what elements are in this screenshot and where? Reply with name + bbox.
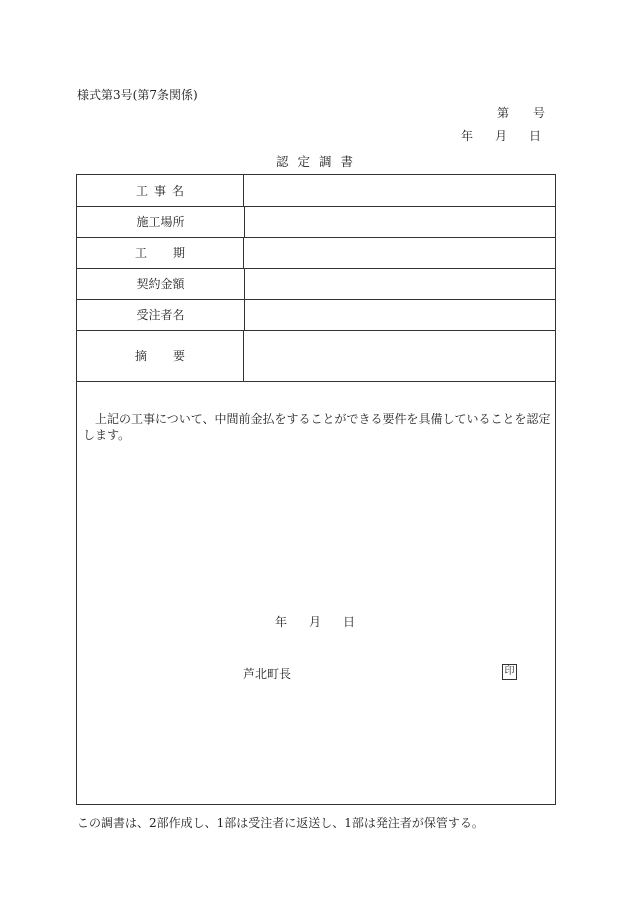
row-value-remarks	[245, 330, 555, 381]
row-label-site: 施工場所	[77, 206, 245, 237]
certification-text: 上記の工事について、中間前金払をすることができる要件を具備していることを認定します。	[83, 412, 551, 442]
table-row	[77, 330, 555, 382]
document-date	[461, 127, 541, 144]
seal-mark: 印	[502, 664, 517, 680]
certification-date	[275, 613, 355, 630]
table-row	[77, 237, 555, 269]
row-label-construction-name: 工事名	[77, 175, 244, 206]
table-row	[77, 206, 555, 238]
row-label-contractor-name: 受注者名	[77, 299, 245, 330]
row-value-site	[245, 206, 555, 237]
table-row	[77, 299, 555, 331]
footnote: この調書は、2部作成し、1部は受注者に返送し、1部は発注者が保管する。	[77, 816, 484, 830]
doc-number-suffix: 号	[533, 106, 546, 120]
row-label-remarks: 摘要	[77, 330, 244, 381]
date-day: 日	[529, 129, 542, 143]
row-value-contract-amount	[245, 268, 555, 299]
date-year: 年	[461, 129, 474, 143]
row-value-contractor-name	[245, 299, 555, 330]
signatory: 芦北町長	[243, 667, 292, 681]
row-value-construction-name	[245, 175, 555, 206]
date-month: 月	[495, 129, 508, 143]
row-label-period: 工期	[77, 237, 244, 268]
cert-date-year: 年	[275, 615, 288, 629]
document-number	[497, 104, 545, 121]
row-value-period	[245, 237, 555, 268]
document-title: 認定調書	[275, 154, 362, 169]
cert-date-month: 月	[309, 615, 322, 629]
doc-number-prefix: 第	[497, 106, 510, 120]
cert-date-day: 日	[343, 615, 356, 629]
form-number: 様式第3号(第7条関係)	[77, 88, 198, 102]
table-row	[77, 175, 555, 207]
form-box	[76, 174, 556, 805]
row-label-contract-amount: 契約金額	[77, 268, 245, 299]
table-row	[77, 268, 555, 300]
